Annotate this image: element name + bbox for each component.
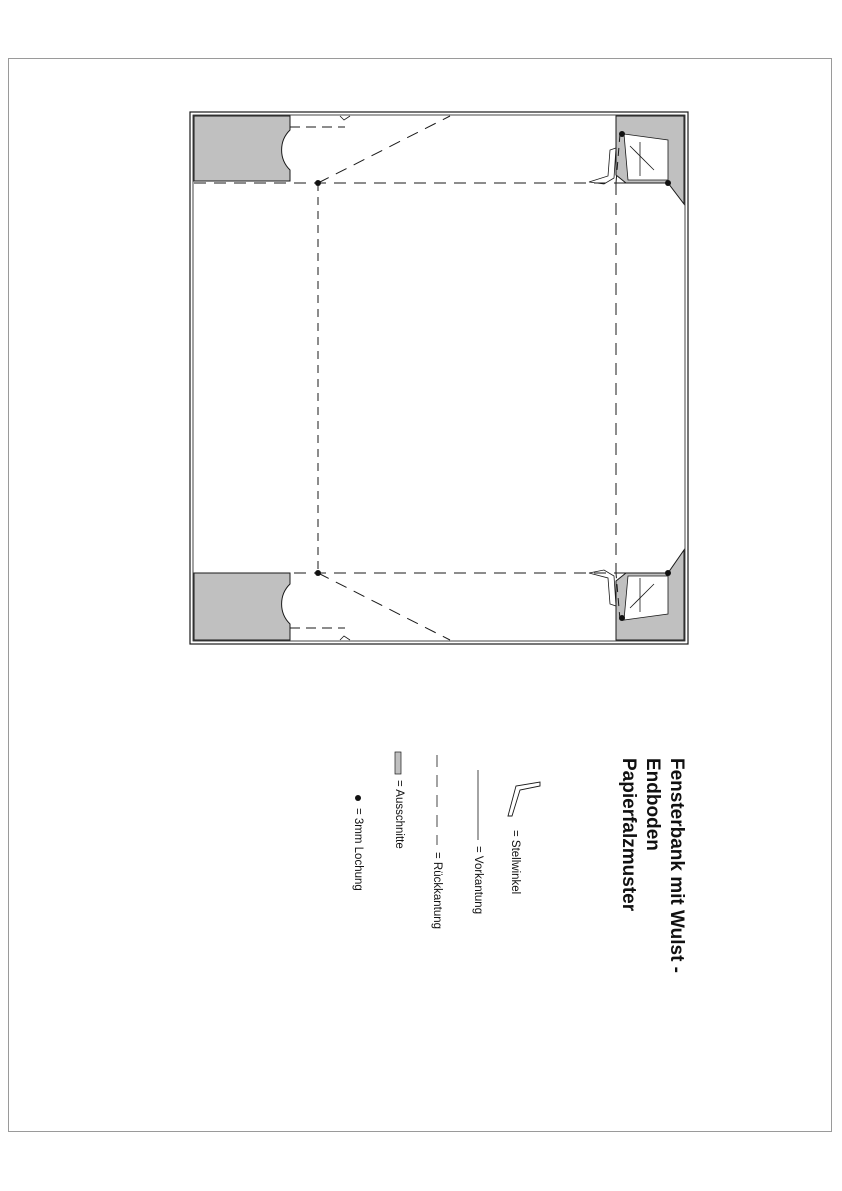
inner-border bbox=[193, 115, 685, 641]
outer-border bbox=[190, 112, 688, 644]
hole bbox=[619, 615, 625, 621]
hole bbox=[315, 570, 321, 576]
tab-mark-bottom bbox=[340, 636, 350, 640]
fold-lines bbox=[194, 116, 668, 640]
legend-label-stellwinkel: = Stellwinkel bbox=[509, 830, 521, 895]
fold-top-diagonal bbox=[318, 116, 450, 183]
hole bbox=[315, 180, 321, 186]
holes bbox=[315, 131, 671, 621]
fold-bottom-diagonal bbox=[318, 573, 450, 640]
legend-label-lochung: = 3mm Lochung bbox=[352, 808, 364, 891]
tab-marks bbox=[340, 116, 350, 640]
stellwinkel-bottom bbox=[589, 570, 616, 606]
cutout-bottom-left bbox=[194, 573, 290, 640]
title-line-2: Endboden bbox=[642, 758, 663, 851]
title-line-3: Papierfalzmuster bbox=[618, 758, 639, 912]
tab-mark-top bbox=[340, 116, 350, 120]
hole bbox=[665, 570, 671, 576]
legend-label-rueckkantung: = Rückkantung bbox=[431, 852, 443, 930]
legend-label-vorkantung: = Vorkantung bbox=[472, 846, 484, 915]
legend-labels bbox=[352, 780, 521, 929]
hole bbox=[665, 180, 671, 186]
pattern-outline bbox=[190, 112, 688, 644]
stellwinkel-marks bbox=[589, 142, 654, 612]
title-line-1: Fensterbank mit Wulst - bbox=[666, 758, 687, 974]
legend-label-ausschnitte: = Ausschnitte bbox=[393, 780, 405, 849]
cutout-top-right-inner bbox=[624, 134, 668, 180]
stellwinkel-top bbox=[589, 148, 616, 184]
cutout-bottom-right-inner bbox=[624, 576, 668, 620]
legend-lochung-dot bbox=[355, 795, 361, 801]
title-block bbox=[618, 758, 687, 973]
legend-ausschnitte-swatch bbox=[395, 752, 401, 774]
legend-stellwinkel-icon bbox=[508, 782, 540, 816]
hole bbox=[619, 131, 625, 137]
cutout-top-left bbox=[194, 116, 290, 181]
